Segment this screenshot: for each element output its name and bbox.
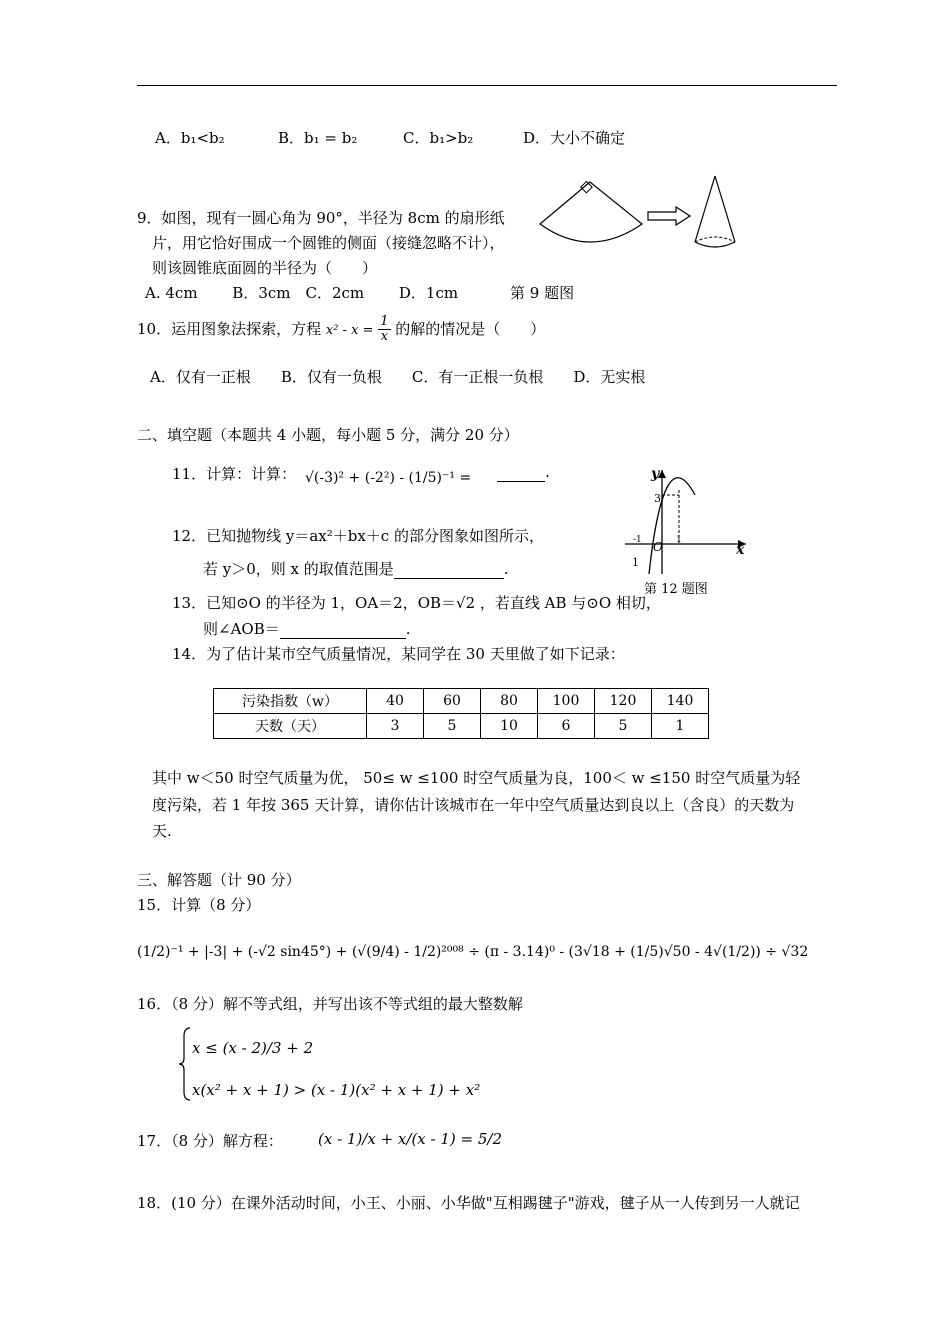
q14-para1: 其中 w＜50 时空气质量为优， 50≤ w ≤100 时空气质量为良，100＜ w ≤150 时空气质量为轻 bbox=[152, 769, 801, 787]
q9-line2: 片，用它恰好围成一个圆锥的侧面（接缝忽略不计）， bbox=[152, 234, 505, 252]
q15-expression: (1/2)⁻¹ + |-3| + (-√2 sin45°) + (√(9/4) - 1/2)²⁰⁰⁸ ÷ (π - 3.14)⁰ - (3√18 + (1/5)√50 - 4√(1/2)) ÷ √32 bbox=[137, 944, 809, 960]
q10-fraction: $\frac{1}{x}$ bbox=[380, 314, 389, 345]
brace-icon bbox=[178, 1026, 192, 1102]
q14-line1: 14．为了估计某市空气质量情况，某同学在 30 天里做了如下记录： bbox=[172, 645, 625, 663]
table-row bbox=[214, 714, 709, 739]
table-cell: 140 bbox=[652, 689, 709, 714]
cone-shape bbox=[695, 176, 735, 247]
q10-options: A．仅有一正根 B．仅有一负根 C．有一正根一负根 D．无实根 bbox=[150, 368, 646, 386]
table-cell: 120 bbox=[595, 689, 652, 714]
q16-title: 16．（8 分）解不等式组，并写出该不等式组的最大整数解 bbox=[137, 995, 523, 1013]
top-rule bbox=[137, 85, 837, 86]
table-cell: 80 bbox=[481, 689, 538, 714]
q11-prefix: 11．计算：计算： bbox=[172, 465, 297, 483]
table-cell: 60 bbox=[424, 689, 481, 714]
q12-line1: 12．已知抛物线 y＝ax²＋bx＋c 的部分图象如图所示， bbox=[172, 527, 544, 545]
table-cell: 3 bbox=[367, 714, 424, 739]
q9-line3: 则该圆锥底面圆的半径为（ ） bbox=[152, 259, 378, 277]
table-cell: 5 bbox=[424, 714, 481, 739]
q17-title: 17．（8 分）解方程： bbox=[137, 1132, 283, 1150]
q8-option-b: B．b₁ = b₂ bbox=[278, 129, 358, 147]
table-row bbox=[214, 689, 709, 714]
q13-line2: 则∠AOB＝ . bbox=[203, 620, 411, 638]
x-axis-label: x bbox=[736, 542, 745, 558]
q9-figure bbox=[530, 172, 750, 254]
q10-line: 10．运用图象法探索，方程 x² - x = $\frac{1}{x}$ 的解的情况是（ ） bbox=[137, 314, 546, 345]
q9-figure-caption: 第 9 题图 bbox=[510, 284, 575, 302]
q8-option-c: C．b₁>b₂ bbox=[403, 129, 474, 147]
q14-para2: 度污染，若 1 年按 365 天计算，请你估计该城市在一年中空气质量达到良以上（含良）的天数为 bbox=[152, 796, 795, 814]
q18-line1: 18．(10 分）在课外活动时间，小王、小丽、小华做"互相踢毽子"游戏，毽子从一人传到另一人就记 bbox=[137, 1194, 800, 1212]
q8-option-a: A．b₁<b₂ bbox=[155, 129, 225, 147]
table-cell: 100 bbox=[538, 689, 595, 714]
pollution-table bbox=[213, 688, 709, 739]
table-cell: 40 bbox=[367, 689, 424, 714]
q9-line1: 9．如图，现有一圆心角为 90°，半径为 8cm 的扇形纸 bbox=[137, 209, 505, 227]
table-cell: 1 bbox=[652, 714, 709, 739]
section3-title: 三、解答题（计 90 分） bbox=[137, 871, 301, 889]
section2-title: 二、填空题（本题共 4 小题，每小题 5 分，满分 20 分） bbox=[137, 426, 519, 444]
q15-title: 15．计算（8 分） bbox=[137, 896, 261, 914]
x-tick-1: 1 bbox=[676, 535, 682, 545]
q16-inequality2: x(x² + x + 1) > (x - 1)(x² + x + 1) + x² bbox=[192, 1081, 481, 1099]
sector-shape bbox=[540, 181, 642, 242]
q12-parabola-graph bbox=[620, 462, 755, 577]
q14-para3: 天. bbox=[152, 822, 172, 840]
q12-figure-caption: 第 12 题图 bbox=[644, 582, 708, 597]
x-tick-minus1: -1 bbox=[633, 535, 642, 545]
y-axis-label: y bbox=[651, 466, 660, 482]
q8-option-d: D．大小不确定 bbox=[523, 129, 626, 147]
q13-line1: 13．已知⊙O 的半径为 1，OA＝2，OB＝√2 ，若直线 AB 与⊙O 相切， bbox=[172, 594, 661, 612]
q12-line2: 若 y＞0，则 x 的取值范围是 . bbox=[203, 560, 509, 578]
table-cell: 10 bbox=[481, 714, 538, 739]
table-row-head: 污染指数（w） bbox=[214, 689, 367, 714]
origin-label: O bbox=[653, 540, 663, 554]
q9-options: A. 4cm B．3cm C．2cm D．1cm bbox=[145, 284, 459, 302]
q16-inequality1: x ≤ (x - 2)/3 + 2 bbox=[192, 1039, 314, 1057]
table-cell: 5 bbox=[595, 714, 652, 739]
q17-equation: (x - 1)/x + x/(x - 1) = 5/2 bbox=[318, 1130, 502, 1148]
y-tick-minus1: 1 bbox=[632, 556, 639, 569]
table-cell: 6 bbox=[538, 714, 595, 739]
q11-answer-line: . bbox=[497, 463, 550, 482]
q11-expression: √(-3)² + (-2²) - (1/5)⁻¹ = bbox=[305, 470, 472, 486]
arrow-shape bbox=[648, 207, 690, 225]
y-tick-3: 3 bbox=[654, 492, 661, 505]
table-row-head: 天数（天） bbox=[214, 714, 367, 739]
